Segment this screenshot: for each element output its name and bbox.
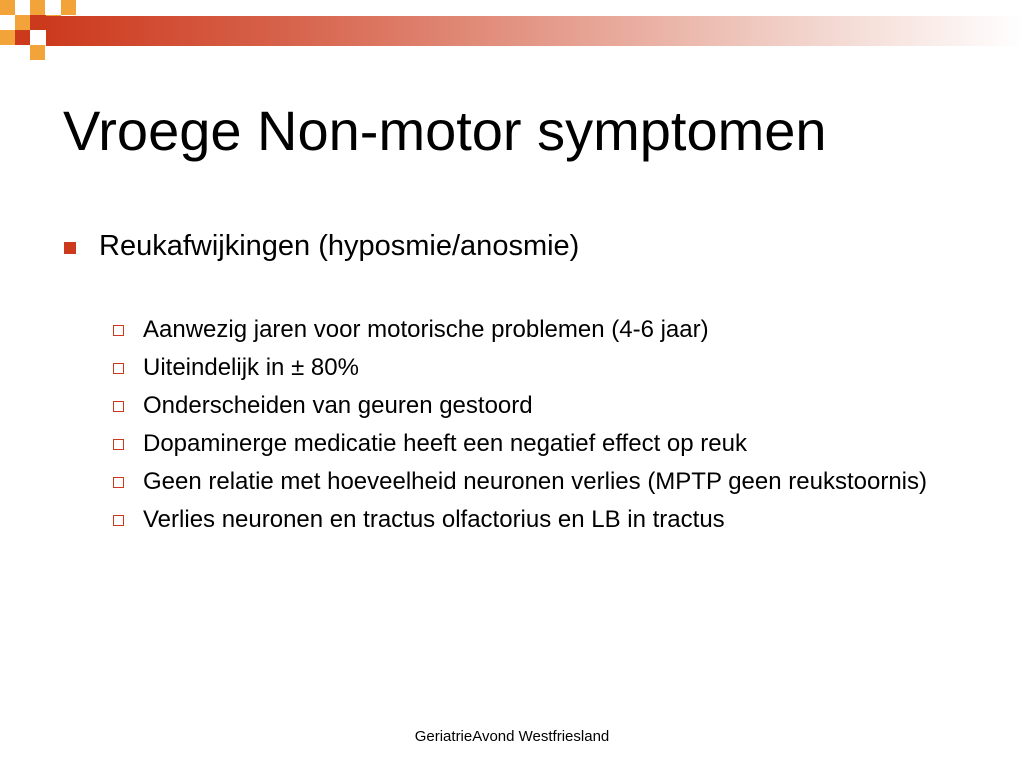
sub-bullet-item [113, 467, 933, 497]
hollow-square-bullet-icon [113, 515, 124, 526]
hollow-square-bullet-icon [113, 439, 124, 450]
sub-bullet-text: Aanwezig jaren voor motorische problemen (4-6 jaar) [143, 316, 709, 343]
square-bullet-icon [64, 242, 76, 254]
sub-bullet-text: Verlies neuronen en tractus olfactorius en LB in tractus [143, 506, 725, 533]
hollow-square-bullet-icon [113, 477, 124, 488]
sub-bullet-list [113, 315, 933, 543]
slide-title: Vroege Non-motor symptomen [63, 99, 827, 162]
slide-footer: GeriatrieAvond Westfriesland [414, 728, 610, 745]
sub-bullet-item [113, 391, 933, 421]
sub-bullet-text: Geen relatie met hoeveelheid neuronen verlies (MPTP geen reukstoornis) [143, 468, 927, 495]
sub-bullet-item [113, 315, 933, 345]
hollow-square-bullet-icon [113, 363, 124, 374]
sub-bullet-text: Onderscheiden van geuren gestoord [143, 392, 533, 419]
hollow-square-bullet-icon [113, 401, 124, 412]
bullet-text: Reukafwijkingen (hyposmie/anosmie) [99, 230, 580, 262]
sub-bullet-item [113, 429, 933, 459]
hollow-square-bullet-icon [113, 325, 124, 336]
sub-bullet-text: Dopaminerge medicatie heeft een negatief effect op reuk [143, 430, 747, 457]
sub-bullet-item [113, 505, 933, 535]
sub-bullet-item [113, 353, 933, 383]
sub-bullet-text: Uiteindelijk in ± 80% [143, 354, 359, 381]
bullet-item [64, 226, 964, 266]
